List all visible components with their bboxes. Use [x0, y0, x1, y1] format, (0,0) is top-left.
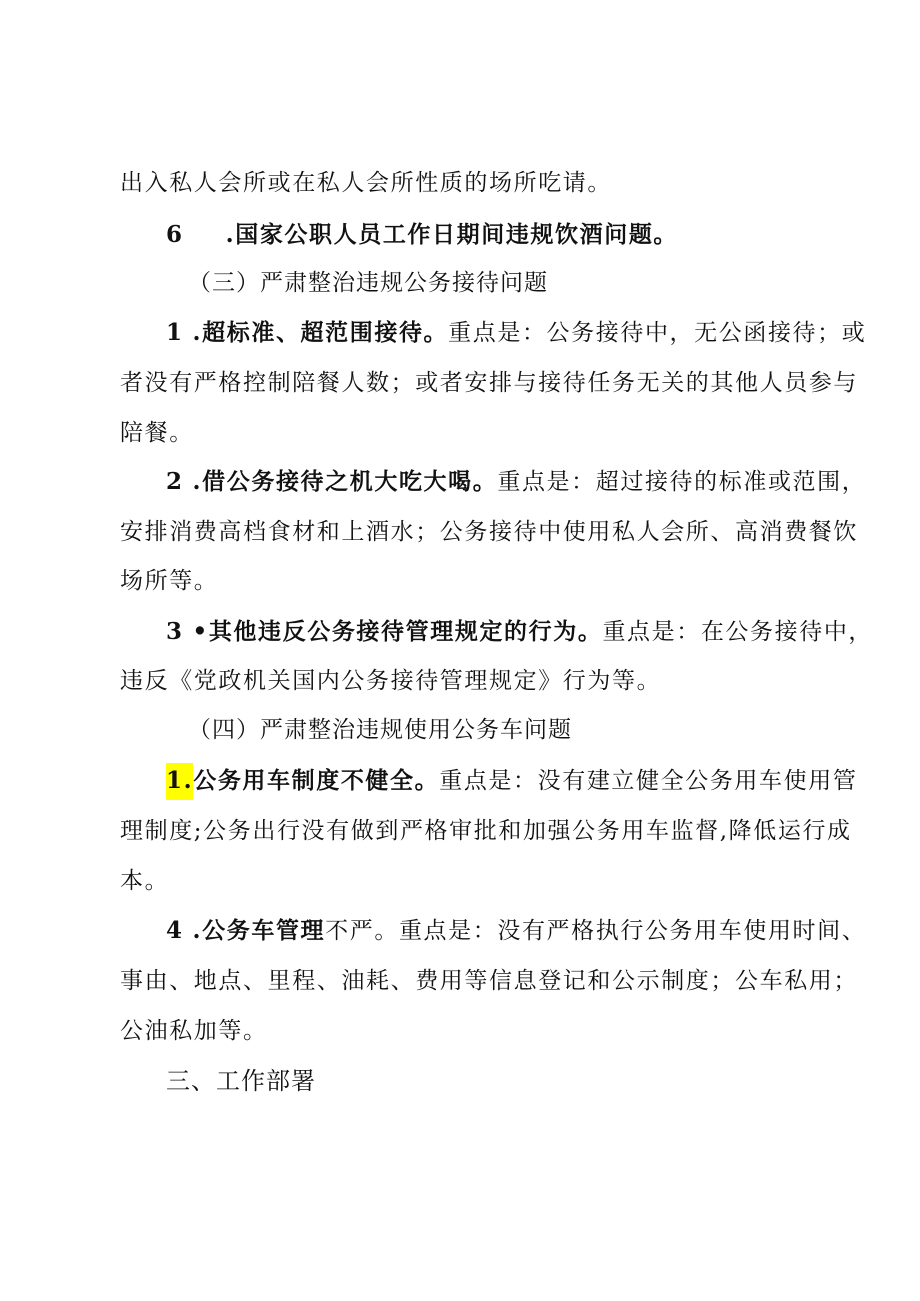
item-number: 2 [166, 468, 184, 495]
s4-item1-line2: 理制度;公务出行没有做到严格审批和加强公务用车监督,降低运行成 [120, 818, 852, 844]
item-number: 6 [166, 221, 184, 248]
item-title: 公务用车制度不健全。 [193, 767, 440, 794]
item-text: 重点是：超过接待的标准或范围， [497, 469, 867, 495]
s3-item2-line1 [166, 467, 920, 497]
item-number-highlighted: 1. [166, 763, 193, 800]
item-text: 重点是：没有建立健全公务用车使用管 [439, 768, 858, 794]
item-title: .超标准、超范围接待。 [192, 319, 449, 346]
item-title: •其他违反公务接待管理规定的行为。 [192, 618, 603, 645]
item-title-tail: 不严。 [325, 918, 399, 944]
item-text: 重点是：没有严格执行公务用车使用时间、 [398, 918, 867, 944]
section-3-heading: （三）严肃整治违规公务接待问题 [188, 270, 548, 296]
s4-item4-line3: 公油私加等。 [120, 1018, 268, 1044]
section-4-heading: （四）严肃整治违规使用公务车问题 [188, 717, 572, 743]
s3-item3-line2: 违反《党政机关国内公务接待管理规定》行为等。 [120, 668, 662, 694]
s4-item4-line2: 事由、地点、里程、油耗、费用等信息登记和公示制度；公车私用； [120, 968, 858, 994]
paragraph-intro-tail: 出入私人会所或在私人会所性质的场所吃请。 [120, 170, 612, 196]
item-number: 3 [166, 618, 184, 645]
s3-item1-line3: 陪餐。 [120, 420, 194, 446]
s3-item3-line1 [166, 617, 920, 647]
s4-item4-line1 [166, 916, 920, 946]
item-title: .借公务接待之机大吃大喝。 [192, 468, 498, 495]
item-text: 重点是：在公务接待中， [602, 619, 874, 645]
s3-item2-line3: 场所等。 [120, 568, 219, 594]
part-3-heading: 三、工作部署 [166, 1067, 316, 1095]
item-title: .公务车管理 [192, 917, 326, 944]
item-6 [166, 220, 920, 250]
item-text: 重点是：公务接待中，无公函接待；或 [448, 320, 867, 346]
s3-item1-line1 [166, 318, 920, 348]
item-number: 1 [166, 319, 184, 346]
item-number: 4 [166, 917, 184, 944]
item-title: .国家公职人员工作日期间违规饮酒问题。 [225, 221, 679, 248]
s3-item2-line2: 安排消费高档食材和上酒水；公务接待中使用私人会所、高消费餐饮 [120, 519, 858, 545]
s3-item1-line2: 者没有严格控制陪餐人数；或者安排与接待任务无关的其他人员参与 [120, 370, 858, 396]
s4-item1-line1 [166, 766, 920, 796]
s4-item1-line3: 本。 [120, 868, 170, 894]
